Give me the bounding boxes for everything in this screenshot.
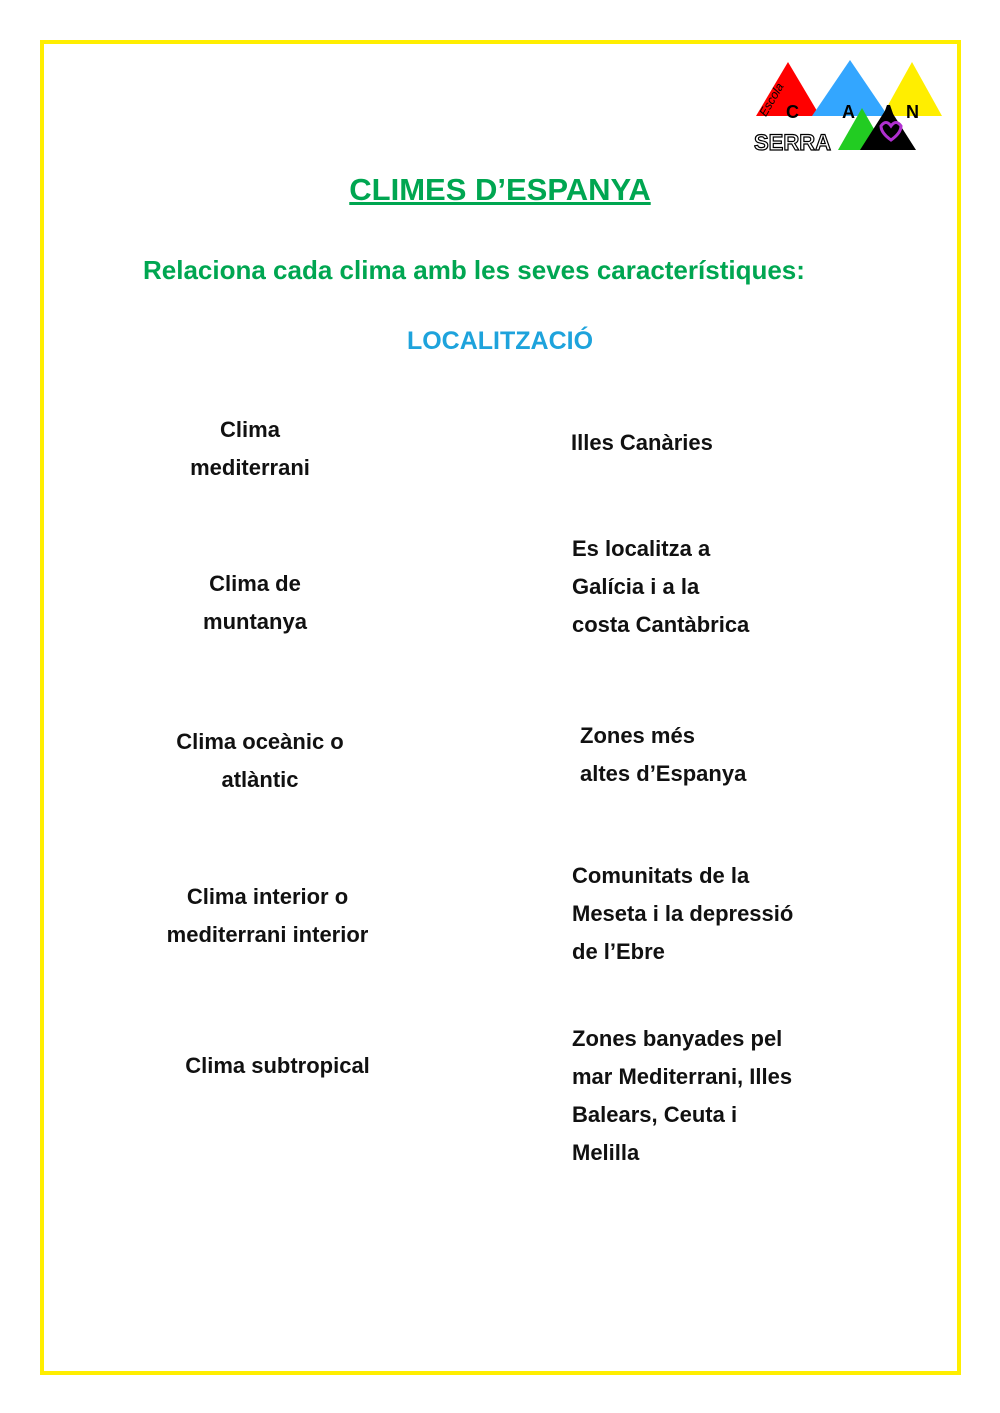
logo-letter-c: C <box>786 102 799 122</box>
climate-item[interactable]: Clima subtropical <box>185 1053 370 1078</box>
location-item[interactable]: Comunitats de la Meseta i la depressió de l’Ebre <box>572 863 794 964</box>
section-heading: LOCALITZACIÓ <box>406 327 594 355</box>
climate-item[interactable]: Clima de muntanya <box>203 571 307 634</box>
climate-item[interactable]: Clima oceànic o atlàntic <box>176 729 344 792</box>
location-item[interactable]: Zones més altes d’Espanya <box>580 723 747 786</box>
climate-item[interactable]: Clima mediterrani <box>190 417 310 480</box>
instruction-text: Relaciona cada clima amb les seves característiques: <box>143 255 805 285</box>
location-item[interactable]: Illes Canàries <box>571 430 713 455</box>
logo-script-text: Escola <box>756 80 787 119</box>
page-title: CLIMES D’ESPANYA <box>349 172 651 207</box>
logo-letter-a2: A <box>882 102 895 122</box>
logo-letter-n: N <box>906 102 919 122</box>
logo-serra-text: SERRA <box>754 130 832 155</box>
logo-letter-a1: A <box>842 102 855 122</box>
school-logo <box>752 58 947 158</box>
page-border <box>40 40 961 1375</box>
location-item[interactable]: Zones banyades pel mar Mediterrani, Illes Balears, Ceuta i Melilla <box>572 1026 793 1165</box>
location-item[interactable]: Es localitza a Galícia i a la costa Cantàbrica <box>572 536 750 637</box>
climate-item[interactable]: Clima interior o mediterrani interior <box>166 884 369 947</box>
